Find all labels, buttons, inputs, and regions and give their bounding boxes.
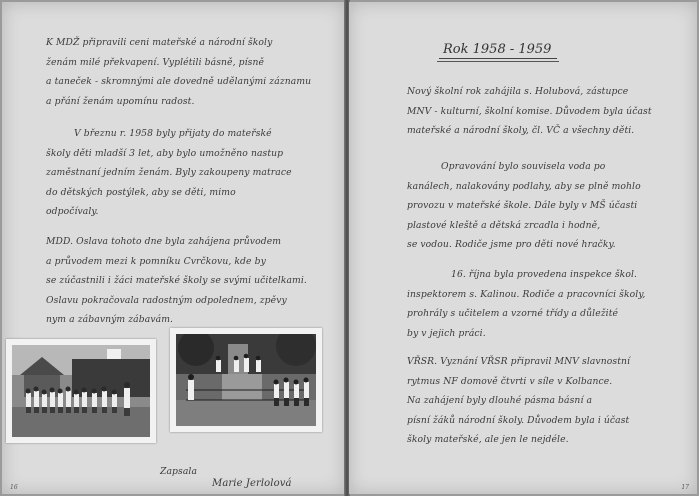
right-paragraph-4 xyxy=(407,352,630,450)
text-line: K MDŽ připravili ceni mateřské a národní školy xyxy=(46,37,273,48)
right-paragraph-1 xyxy=(407,82,652,141)
text-line: V březnu r. 1958 byly přijaty do mateřské xyxy=(74,128,272,139)
signature-label: Zapsala xyxy=(160,466,198,477)
text-line: by v jejich práci. xyxy=(407,327,486,339)
right-page-number: 17 xyxy=(681,484,689,491)
photo-children-yard xyxy=(6,339,156,443)
text-line: školy mateřské, ale jen le nejdéle. xyxy=(407,434,569,445)
text-line: a přání ženám upomínu radost. xyxy=(46,95,195,107)
text-line: se zúčastnili i žáci mateřské školy se svými učitelkami. xyxy=(46,275,307,286)
text-line: kanálech, nalakovány podlahy, aby se plně mohlo xyxy=(407,180,641,192)
text-line: odpočívaly. xyxy=(46,206,99,217)
photo-image xyxy=(176,334,316,426)
right-page xyxy=(349,2,697,494)
left-page-number: 16 xyxy=(10,484,18,491)
text-line: MNV - kulturní, školní komise. Důvodem byla účast xyxy=(407,105,652,117)
text-line: Oslavu pokračovala radostným odpolednem, zpěvy xyxy=(46,294,287,306)
left-paragraph-2 xyxy=(46,124,292,222)
photo-image xyxy=(12,345,150,437)
text-line: MDD. Oslava tohoto dne byla zahájena průvodem xyxy=(46,236,282,247)
left-paragraph-3 xyxy=(46,232,307,330)
page-title: Rok 1958 - 1959 xyxy=(439,42,557,59)
text-line: prohrály s učitelem a vzorné třídy a důležité xyxy=(407,308,619,319)
left-page xyxy=(2,2,345,494)
text-line: Na zahájení byly dlouhé pásma básní a xyxy=(407,395,593,406)
text-line: plastové kleště a dětská zrcadla i hodně, xyxy=(407,219,601,231)
text-line: ženám milé překvapení. Vyplétili básně, písně xyxy=(46,56,265,68)
text-line: a průvodem mezi k pomníku Cvrčkovu, kde by xyxy=(46,255,266,267)
text-line: a taneček - skromnými ale dovedně udělanými záznamu xyxy=(46,76,312,87)
photo-children-yard-image xyxy=(12,345,150,437)
photo-monument-group xyxy=(170,328,322,432)
photo-monument-group-image xyxy=(176,334,316,426)
right-paragraph-2 xyxy=(407,157,641,255)
text-line: 16. října byla provedena inspekce škol. xyxy=(451,269,638,280)
left-paragraph-1 xyxy=(46,33,311,111)
text-line: zaměstnaní jedním ženám. Byly zakoupeny matrace xyxy=(46,167,292,178)
text-line: mateřské a národní školy, čl. VČ a všechny děti. xyxy=(407,125,635,136)
text-line: rytmus NF domově čtvrti v síle v Kolbance. xyxy=(407,375,613,387)
text-line: školy děti mladší 3 let, aby bylo umožněno nastup xyxy=(46,147,284,159)
text-line: nym a zábavným zábavám. xyxy=(46,314,174,325)
text-line: písní žáků národní školy. Důvodem byla i účast xyxy=(407,414,630,426)
text-line: provozu v mateřské škole. Dále byly v MŠ účasti xyxy=(407,200,638,211)
text-line: Opravování bylo souvisela voda po xyxy=(441,161,606,172)
right-paragraph-3 xyxy=(407,265,645,343)
signature-name: Marie Jerlolová xyxy=(212,478,292,489)
text-line: inspektorem s. Kalinou. Rodiče a pracovníci školy, xyxy=(407,288,646,300)
text-line: se vodou. Rodiče jsme pro děti nové hračky. xyxy=(407,239,616,250)
text-line: Nový školní rok zahájila s. Holubová, zástupce xyxy=(407,86,629,97)
text-line: VŘSR. Vyznání VŘSR připravil MNV slavnostní xyxy=(407,356,631,367)
text-line: do dětských postýlek, aby se děti, mimo xyxy=(46,186,236,198)
